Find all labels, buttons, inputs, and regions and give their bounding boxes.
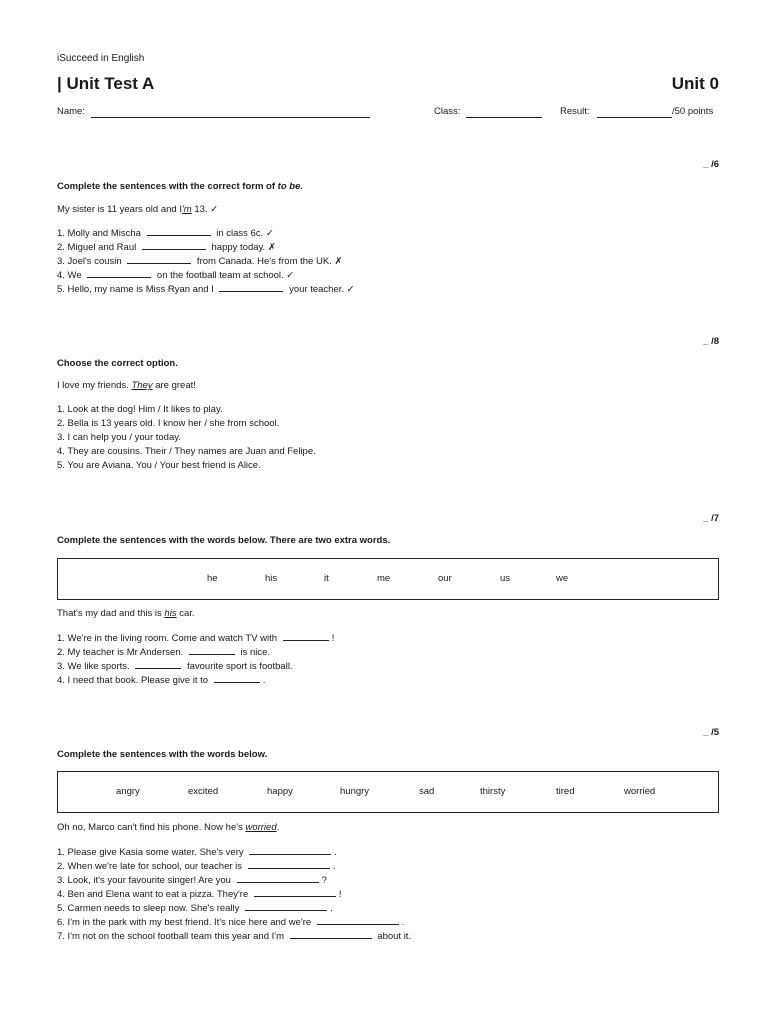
example-text: Oh no, Marco can't find his phone. Now he's <box>57 822 246 833</box>
item-text: from Canada. He's from the UK. ✗ <box>194 256 343 267</box>
item-text: favourite sport is football. <box>184 661 293 672</box>
list-item <box>57 645 334 659</box>
page-title: | Unit Test A <box>57 74 155 93</box>
brand-label: iSucceed in English <box>57 53 145 64</box>
answer-blank[interactable] <box>237 873 319 883</box>
word-bank-item: happy <box>267 786 293 797</box>
section-1-items <box>57 226 355 296</box>
points-label: /50 points <box>672 106 714 117</box>
answer-blank[interactable] <box>214 673 260 683</box>
section-3-score: _ /7 <box>703 513 719 524</box>
section-4-score: _ /5 <box>703 727 719 738</box>
section-1-example <box>57 204 218 215</box>
item-text: in class 6c. ✓ <box>213 228 274 239</box>
item-text: 4. Ben and Elena want to eat a pizza. They're <box>57 889 251 900</box>
section-1-instruction <box>57 181 303 192</box>
answer-blank[interactable] <box>248 859 330 869</box>
item-text: 5. Hello, my name is Miss Ryan and I <box>57 284 217 295</box>
name-field[interactable] <box>91 117 370 118</box>
example-text: I love my friends. <box>57 380 132 391</box>
item-text: . <box>401 917 405 928</box>
answer-blank[interactable] <box>290 929 372 939</box>
word-bank-item: hungry <box>340 786 370 797</box>
example-text: 13. ✓ <box>191 204 219 215</box>
item-text: 2. Miguel and Raul <box>57 242 139 253</box>
list-item <box>57 845 411 859</box>
worksheet-page <box>57 0 719 1024</box>
item-text: happy today. ✗ <box>208 242 276 253</box>
item-text: . <box>334 847 337 858</box>
answer-blank[interactable] <box>135 659 181 669</box>
answer-blank[interactable] <box>245 901 327 911</box>
item-text: 6. I'm in the park with my best friend. It's nice here and we're <box>57 917 314 928</box>
item-text: ! <box>338 889 342 900</box>
list-item <box>57 268 355 282</box>
list-item <box>57 887 411 901</box>
word-bank-item: his <box>265 573 278 584</box>
answer-blank[interactable] <box>254 887 336 897</box>
answer-blank[interactable] <box>147 226 211 236</box>
example-text: My sister is 11 years old and I <box>57 204 182 215</box>
answer-blank[interactable] <box>127 254 191 264</box>
word-bank-item: worried <box>624 786 656 797</box>
section-3-instruction: Complete the sentences with the words below. There are two extra words. <box>57 535 391 546</box>
answer-blank[interactable] <box>142 240 206 250</box>
section-2-instruction: Choose the correct option. <box>57 358 178 369</box>
item-text: 5. Carmen needs to sleep now. She's really <box>57 903 243 914</box>
list-item[interactable]: 4. They are cousins. Their / They names are Juan and Felipe. <box>57 446 316 457</box>
instruction-emphasis: to be. <box>277 181 303 192</box>
list-item[interactable]: 1. Look at the dog! Him / It likes to play. <box>57 404 223 415</box>
item-text: 1. We're in the living room. Come and watch TV with <box>57 633 280 644</box>
item-text: 3. Look, it's your favourite singer! Are you <box>57 875 234 886</box>
result-field[interactable] <box>597 117 672 118</box>
list-item[interactable]: 5. You are Aviana. You / Your best friend is Alice. <box>57 460 261 471</box>
word-bank-item: angry <box>116 786 140 797</box>
list-item <box>57 254 355 268</box>
list-item <box>57 659 334 673</box>
section-4-example <box>57 822 279 833</box>
list-item[interactable]: 2. Bella is 13 years old. I know her / she from school. <box>57 418 280 429</box>
item-text: 7. I'm not on the school football team this year and I'm <box>57 931 287 942</box>
result-label: Result: <box>560 106 590 117</box>
instruction-text: Complete the sentences with the correct form of <box>57 181 278 192</box>
answer-blank[interactable] <box>283 631 329 641</box>
item-text: 2. My teacher is Mr Andersen. <box>57 647 186 658</box>
example-answer: his <box>164 608 177 619</box>
answer-blank[interactable] <box>317 915 399 925</box>
word-bank-item: our <box>438 573 452 584</box>
list-item <box>57 873 411 887</box>
answer-blank[interactable] <box>87 268 151 278</box>
item-text: 1. Please give Kasia some water. She's very <box>57 847 247 858</box>
section-1-score: _ /6 <box>703 159 719 170</box>
list-item[interactable]: 3. I can help you / your today. <box>57 432 181 443</box>
item-text: 3. We like sports. <box>57 661 133 672</box>
item-text: 2. When we're late for school, our teacher is <box>57 861 245 872</box>
example-text: That's my dad and this is <box>57 608 165 619</box>
list-item <box>57 859 411 873</box>
word-bank-item: tired <box>556 786 575 797</box>
list-item <box>57 929 411 943</box>
example-text: are great! <box>152 380 196 391</box>
name-label: Name: <box>57 106 85 117</box>
answer-blank[interactable] <box>219 282 283 292</box>
list-item <box>57 901 411 915</box>
word-bank-item: it <box>324 573 329 584</box>
example-text: . <box>276 822 280 833</box>
word-bank-box <box>57 771 719 813</box>
word-bank-item: thirsty <box>480 786 506 797</box>
item-text: on the football team at school. ✓ <box>154 270 295 281</box>
list-item <box>57 631 334 645</box>
section-3-items <box>57 631 334 687</box>
item-text: is nice. <box>237 647 271 658</box>
example-text: car. <box>176 608 195 619</box>
item-text: 3. Joel's cousin <box>57 256 125 267</box>
item-text: ! <box>331 633 335 644</box>
item-text: . <box>330 903 333 914</box>
list-item <box>57 915 411 929</box>
answer-blank[interactable] <box>189 645 235 655</box>
word-bank-box <box>57 558 719 600</box>
word-bank-item: he <box>207 573 218 584</box>
item-text: 1. Molly and Mischa <box>57 228 144 239</box>
example-answer: 'm <box>181 204 192 215</box>
list-item <box>57 673 334 687</box>
section-4-items <box>57 845 411 943</box>
example-answer: worried <box>245 822 277 833</box>
student-info-row <box>57 106 719 120</box>
list-item <box>57 226 355 240</box>
word-bank-item: me <box>377 573 391 584</box>
list-item <box>57 240 355 254</box>
item-text: ? <box>321 875 327 886</box>
unit-label: Unit 0 <box>671 74 719 93</box>
section-3-example <box>57 608 195 619</box>
section-4-instruction: Complete the sentences with the words below. <box>57 749 268 760</box>
word-bank-item: us <box>500 573 511 584</box>
section-2-score: _ /8 <box>703 336 719 347</box>
item-text: 4. We <box>57 270 85 281</box>
word-bank-item: excited <box>188 786 219 797</box>
section-2-example <box>57 380 196 391</box>
example-answer: They <box>131 380 153 391</box>
section-2-items <box>57 403 316 473</box>
class-field[interactable] <box>466 117 542 118</box>
item-text: . <box>262 675 266 686</box>
word-bank-item: sad <box>419 786 435 797</box>
class-label: Class: <box>434 106 461 117</box>
item-text: about it. <box>374 931 412 942</box>
word-bank-item: we <box>556 573 569 584</box>
item-text: your teacher. ✓ <box>286 284 355 295</box>
item-text: . <box>332 861 336 872</box>
item-text: 4. I need that book. Please give it to <box>57 675 211 686</box>
answer-blank[interactable] <box>249 845 331 855</box>
list-item <box>57 282 355 296</box>
